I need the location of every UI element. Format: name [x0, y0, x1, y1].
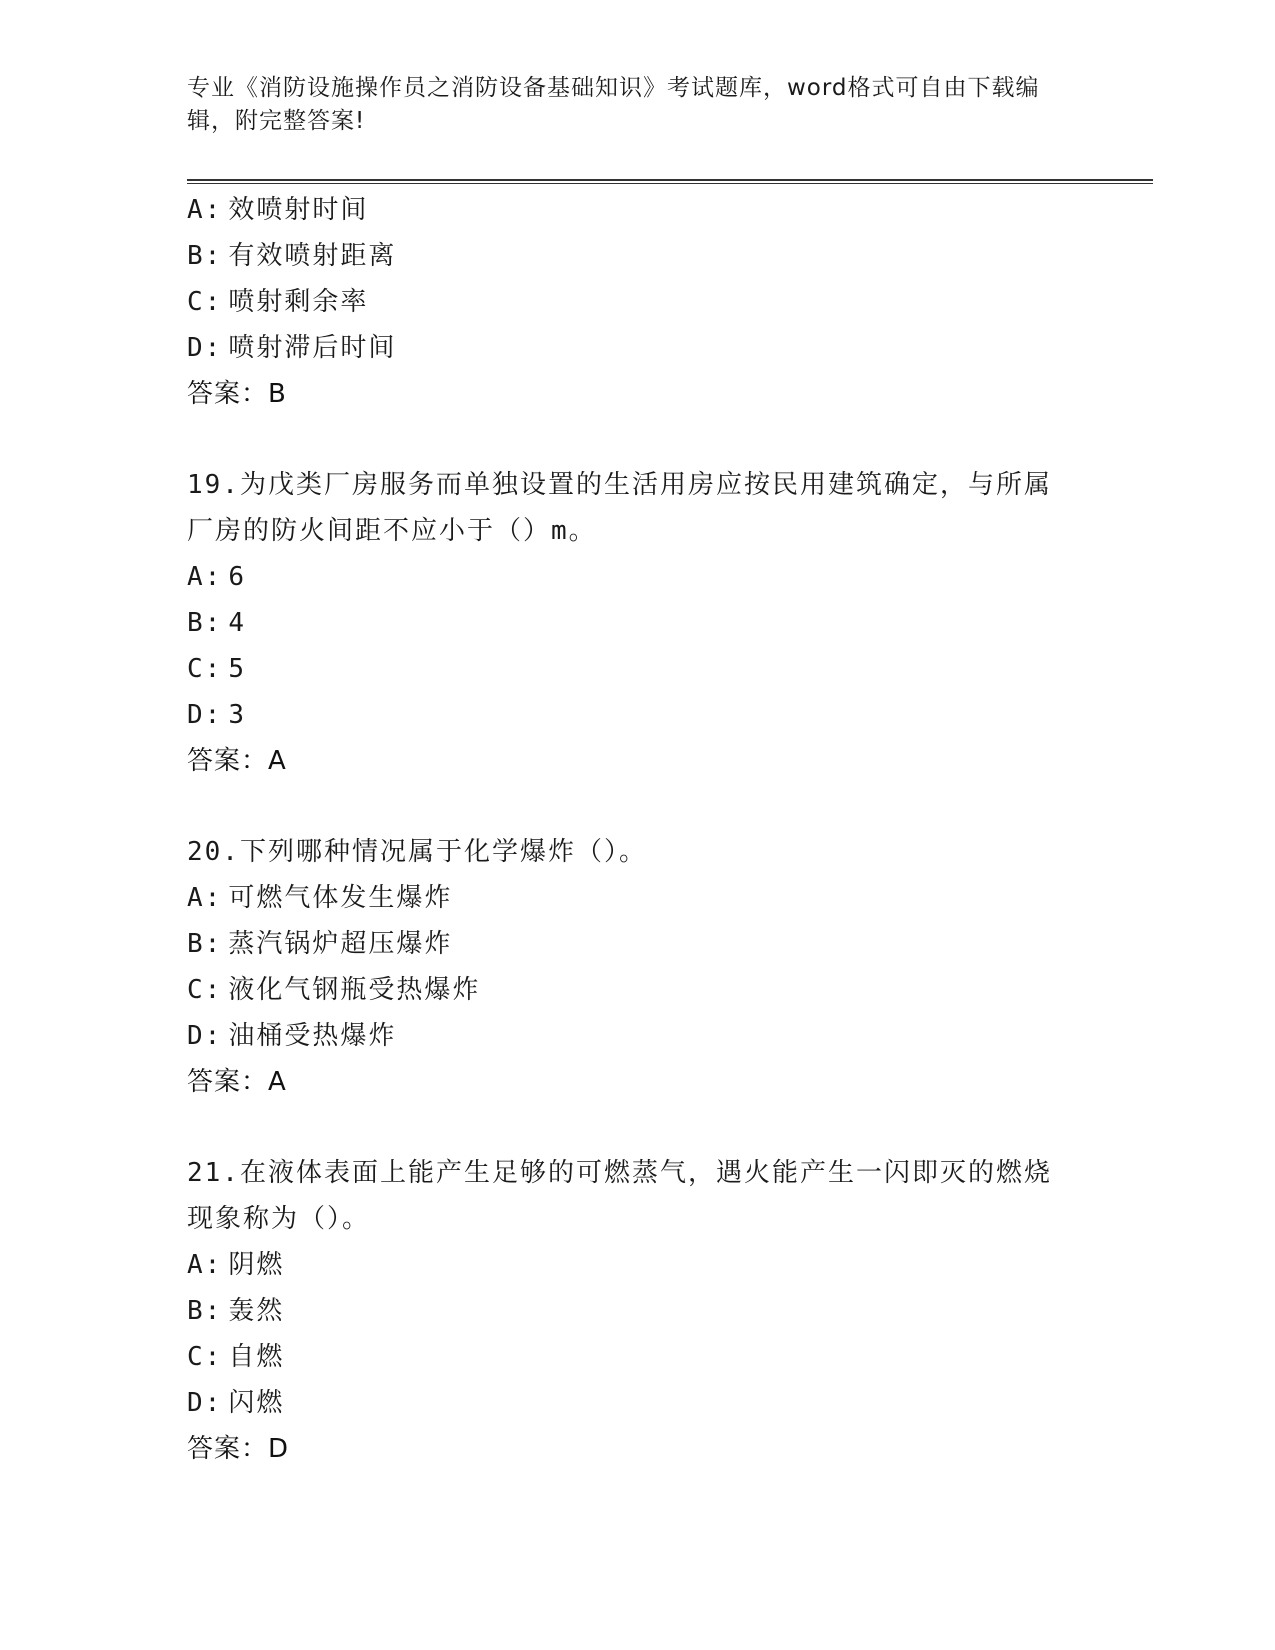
question-list: [187, 187, 1087, 1472]
question-20: [187, 829, 1087, 1105]
option-b: B: 有效喷射距离: [187, 241, 397, 271]
question-text-line: 现象称为（）。: [187, 1204, 371, 1234]
option-c: C: 5: [187, 654, 246, 684]
option-a: A: 可燃气体发生爆炸: [187, 883, 453, 913]
option-a: A: 阴燃: [187, 1250, 285, 1280]
document-header: [187, 72, 1067, 138]
answer-line: 答案：B: [187, 379, 287, 409]
question-text-line: 厂房的防火间距不应小于（）m。: [187, 516, 597, 546]
question-21: [187, 1150, 1087, 1472]
header-line-2: 辑，附完整答案!: [187, 108, 366, 134]
question-text-line: 19.为戊类厂房服务而单独设置的生活用房应按民用建筑确定，与所属: [187, 470, 1052, 500]
header-divider: [187, 179, 1153, 184]
option-d: D: 闪燃: [187, 1388, 285, 1418]
option-d: D: 油桶受热爆炸: [187, 1021, 397, 1051]
option-b: B: 蒸汽锅炉超压爆炸: [187, 929, 453, 959]
header-line-1: 专业《消防设施操作员之消防设备基础知识》考试题库，word格式可自由下载编: [187, 75, 1040, 101]
option-b: B: 轰然: [187, 1296, 285, 1326]
question-text-line: 20.下列哪种情况属于化学爆炸（）。: [187, 837, 647, 867]
answer-line: 答案：A: [187, 1067, 287, 1097]
question-19: [187, 462, 1087, 784]
option-d: D: 喷射滞后时间: [187, 333, 397, 363]
option-c: C: 液化气钢瓶受热爆炸: [187, 975, 481, 1005]
option-d: D: 3: [187, 700, 246, 730]
question-text-line: 21.在液体表面上能产生足够的可燃蒸气，遇火能产生一闪即灭的燃烧: [187, 1158, 1052, 1188]
option-a: A: 6: [187, 562, 246, 592]
answer-line: 答案：D: [187, 1434, 290, 1464]
answer-line: 答案：A: [187, 746, 287, 776]
partial-question: [187, 187, 1087, 417]
option-c: C: 自燃: [187, 1342, 285, 1372]
option-b: B: 4: [187, 608, 246, 638]
option-a: A: 效喷射时间: [187, 195, 369, 225]
option-c: C: 喷射剩余率: [187, 287, 369, 317]
